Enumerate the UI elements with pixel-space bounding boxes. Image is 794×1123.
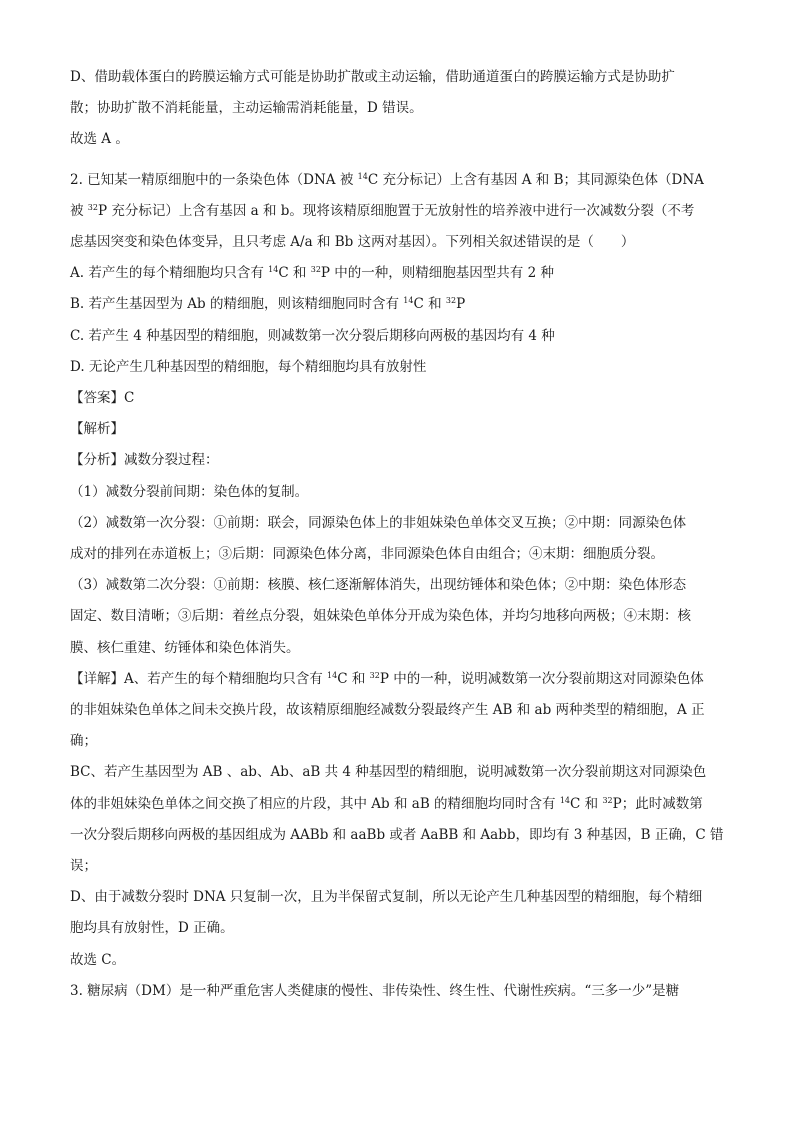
final-answer-choice: 故选 C。	[70, 951, 126, 968]
isotope-superscript: 32	[445, 296, 457, 306]
analysis-label: 【解析】	[70, 421, 124, 438]
isotope-superscript: 32	[369, 670, 380, 680]
text-line: 散；协助扩散不消耗能量，主动运输需消耗能量，D 错误。	[70, 100, 423, 117]
detail-a: 【详解】A、若产生的每个精细胞均只含有 $^{14}$C 和 $^{32}$P 中的一种，说明减数第一次分裂前期这对同源染色体 的非姐妹染色单体之间未交换片段，故该精原细胞经减数分裂最终产生 AB 和 ab 两种类型的精细胞，A 正 确；	[70, 670, 705, 750]
question-2-option-c: C. 若产生 4 种基因型的精细胞，则减数第一次分裂后期移向两极的基因均有 4 种	[70, 327, 555, 344]
isotope-superscript: 14	[357, 171, 368, 181]
detail-d: D、由于减数分裂时 DNA 只复制一次，且为半保留式复制，所以无论产生几种基因型的精细胞，每个精细 胞均具有放射性，D 正确。	[70, 889, 703, 937]
question-2-stem	[70, 165, 732, 259]
document-page	[70, 62, 732, 1007]
text-line: 虑基因突变和染色体变异，且只考虑 A/a 和 Bb 这两对基因）。下列相关叙述错误的是（ ）	[70, 234, 635, 251]
prev-option-d	[70, 62, 732, 124]
isotope-superscript: 32	[602, 795, 613, 805]
question-2-option-a: A. 若产生的每个精细胞均只含有 $^{14}$C 和 $^{32}$P 中的一种，则精细胞基因型共有 2 种	[70, 265, 554, 282]
text-line: 被 $^{32}$P 充分标记）上含有基因 a 和 b。现将该精原细胞置于无放射性的培养液中进行一次减数分裂（不考	[70, 202, 695, 219]
analysis-step-2: （2）减数第一次分裂：①前期：联会，同源染色体上的非姐妹染色单体交叉互换；②中期：同源染色体 成对的排列在赤道板上；③后期：同源染色体分离，非同源染色体自由组合；④末期：细胞质分裂。	[70, 514, 687, 563]
question-2-option-b: B. 若产生基因型为 Ab 的精细胞，则该精细胞同时含有 $^{14}$C 和 $^{32}$P	[70, 296, 466, 313]
detail-bc: BC、若产生基因型为 AB 、ab、Ab、aB 共 4 种基因型的精细胞，说明减数第一次分裂前期这对同源染色 体的非姐妹染色单体之间交换了相应的片段，其中 Ab 和 aB 的精细胞均同时含有 $^{14}$C 和 $^{32}$P；此时减数第 一次分裂后期移向两极的基因组成为 AABb 和 aaBb 或者 AaBB 和 Aabb，即均有 3 种基因，B 正确，C 错 误；	[70, 764, 724, 875]
analysis-intro: 【分析】减数分裂过程：	[70, 452, 219, 469]
isotope-superscript: 32	[310, 265, 321, 275]
analysis-step-3: （3）减数第二次分裂：①前期：核膜、核仁逐渐解体消失，出现纺锤体和染色体；②中期：染色体形态 固定、数目清晰；③后期：着丝点分裂，姐妹染色单体分开成为染色体，并均匀地移向两极；④末期：核 膜、核仁重建、纺锤体和染色体消失。	[70, 577, 691, 656]
isotope-superscript: 14	[268, 265, 279, 275]
isotope-superscript: 32	[87, 202, 98, 212]
analysis-step-1: （1）减数分裂前间期：染色体的复制。	[70, 483, 309, 500]
text-line: D、借助载体蛋白的跨膜运输方式可能是协助扩散或主动运输，借助通道蛋白的跨膜运输方式是协助扩	[70, 69, 675, 85]
prev-answer-choice: 故选 A 。	[70, 131, 129, 148]
isotope-superscript: 14	[559, 795, 571, 805]
question-3-stem: 3. 糖尿病（DM）是一种严重危害人类健康的慢性、非传染性、终生性、代谢性疾病。“三多一少”是糖	[70, 982, 680, 999]
isotope-superscript: 14	[403, 296, 414, 306]
text-line: 2. 已知某一精原细胞中的一条染色体（DNA 被 $^{14}$C 充分标记）上含有基因 A 和 B；其同源染色体（DNA	[70, 171, 704, 188]
isotope-superscript: 14	[327, 670, 338, 680]
question-2-option-d: D. 无论产生几种基因型的精细胞，每个精细胞均具有放射性	[70, 358, 427, 375]
answer-label: 【答案】C	[70, 390, 135, 407]
